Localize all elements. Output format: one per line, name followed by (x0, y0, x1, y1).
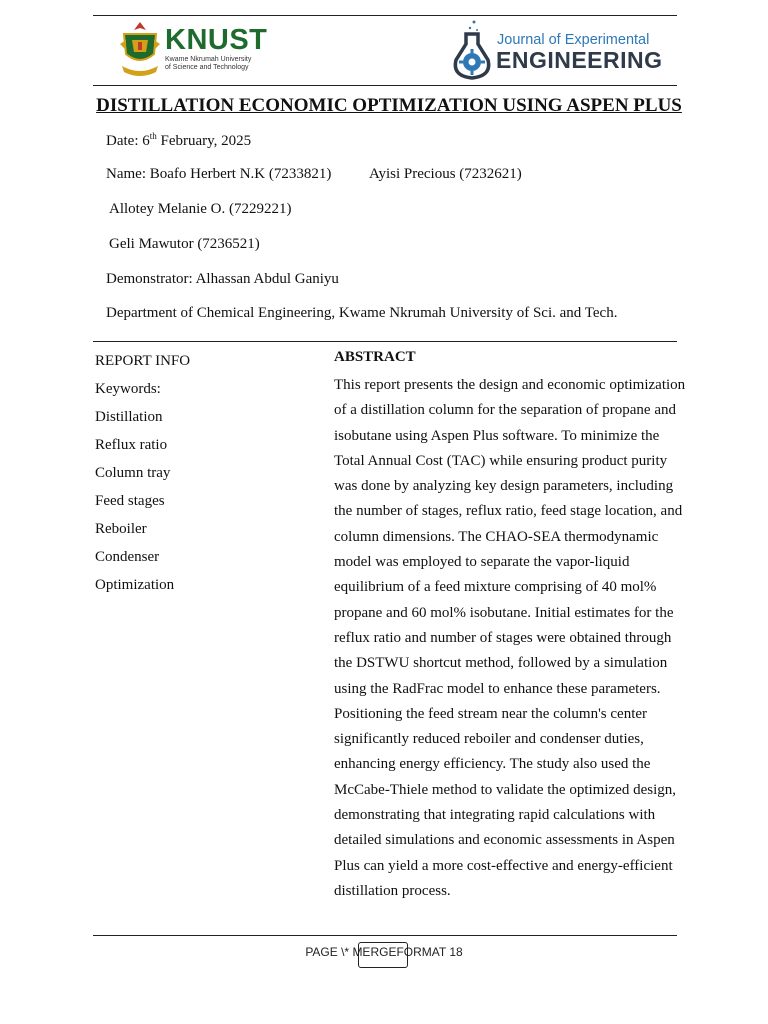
journal-name-line1: Journal of Experimental (497, 32, 650, 48)
flask-gear-icon (450, 18, 494, 82)
keywords-label: Keywords: (95, 381, 161, 397)
author-third: Allotey Melanie O. (7229221) (109, 201, 292, 217)
top-rule (93, 15, 677, 16)
author-name-line: Name: Boafo Herbert N.K (7233821) (106, 166, 332, 182)
journal-logo (450, 18, 680, 82)
keyword-item: Distillation (95, 409, 163, 425)
report-info-heading: REPORT INFO (95, 353, 191, 369)
footer-rule (93, 935, 677, 936)
page-footer (0, 945, 768, 959)
author-second: Ayisi Precious (7232621) (369, 166, 522, 182)
report-title: DISTILLATION ECONOMIC OPTIMIZATION USING ASPEN PLUS (96, 95, 682, 116)
knust-crest-icon (118, 20, 162, 78)
demonstrator: Demonstrator: Alhassan Abdul Ganiyu (106, 271, 339, 287)
knust-wordmark: KNUST (165, 24, 268, 56)
header-rule (93, 85, 677, 86)
keyword-item: Reflux ratio (95, 437, 168, 453)
department: Department of Chemical Engineering, Kwame Nkrumah University of Sci. and Tech. (106, 305, 618, 321)
info-rule (93, 341, 677, 342)
knust-subtitle: Kwame Nkrumah University of Science and Technology (165, 56, 252, 71)
keyword-item: Condenser (95, 549, 160, 565)
knust-logo (118, 20, 288, 80)
journal-name-line2: ENGINEERING (496, 47, 663, 73)
keyword-item: Feed stages (95, 493, 165, 509)
keyword-item: Column tray (95, 465, 171, 481)
page-field-code: PAGE \* MERGEFORMAT 18 (305, 945, 463, 959)
keyword-item: Reboiler (95, 521, 147, 537)
abstract-body: This report presents the design and economic optimization of a distillation column for the separation of propane and isobutane using Aspen Plus software. To minimize the Total Annual Cost (TAC) while ensuring product purity was done by analyzing key design parameters, including the number of stages, reflux ratio, feed stage location, and column dimensions. The CHAO-SEA thermodynamic model was employed to separate the vapor-liquid equilibrium of a feed mixture comprising of 40 mol% propane and 60 mol% isobutane. Initial estimates for the reflux ratio and number of stages were obtained through the DSTWU shortcut method, followed by a simulation using the RadFrac model to enhance these parameters. Positioning the feed stream near the column's center significantly reduced reboiler and condenser duties, enhancing energy efficiency. The study also used the McCabe-Thiele method to validate the optimized design, demonstrating that integrating rapid calculations with detailed simulations and economic assessments in Aspen Plus can yield a more cost-effective and energy-efficient distillation process. (334, 377, 686, 899)
field-highlight-box (358, 942, 408, 968)
keyword-item: Optimization (95, 577, 175, 593)
abstract-heading: ABSTRACT (334, 349, 416, 365)
author-fourth: Geli Mawutor (7236521) (109, 236, 260, 252)
report-info (95, 349, 315, 601)
report-date: Date: 6th February, 2025 (106, 131, 252, 149)
